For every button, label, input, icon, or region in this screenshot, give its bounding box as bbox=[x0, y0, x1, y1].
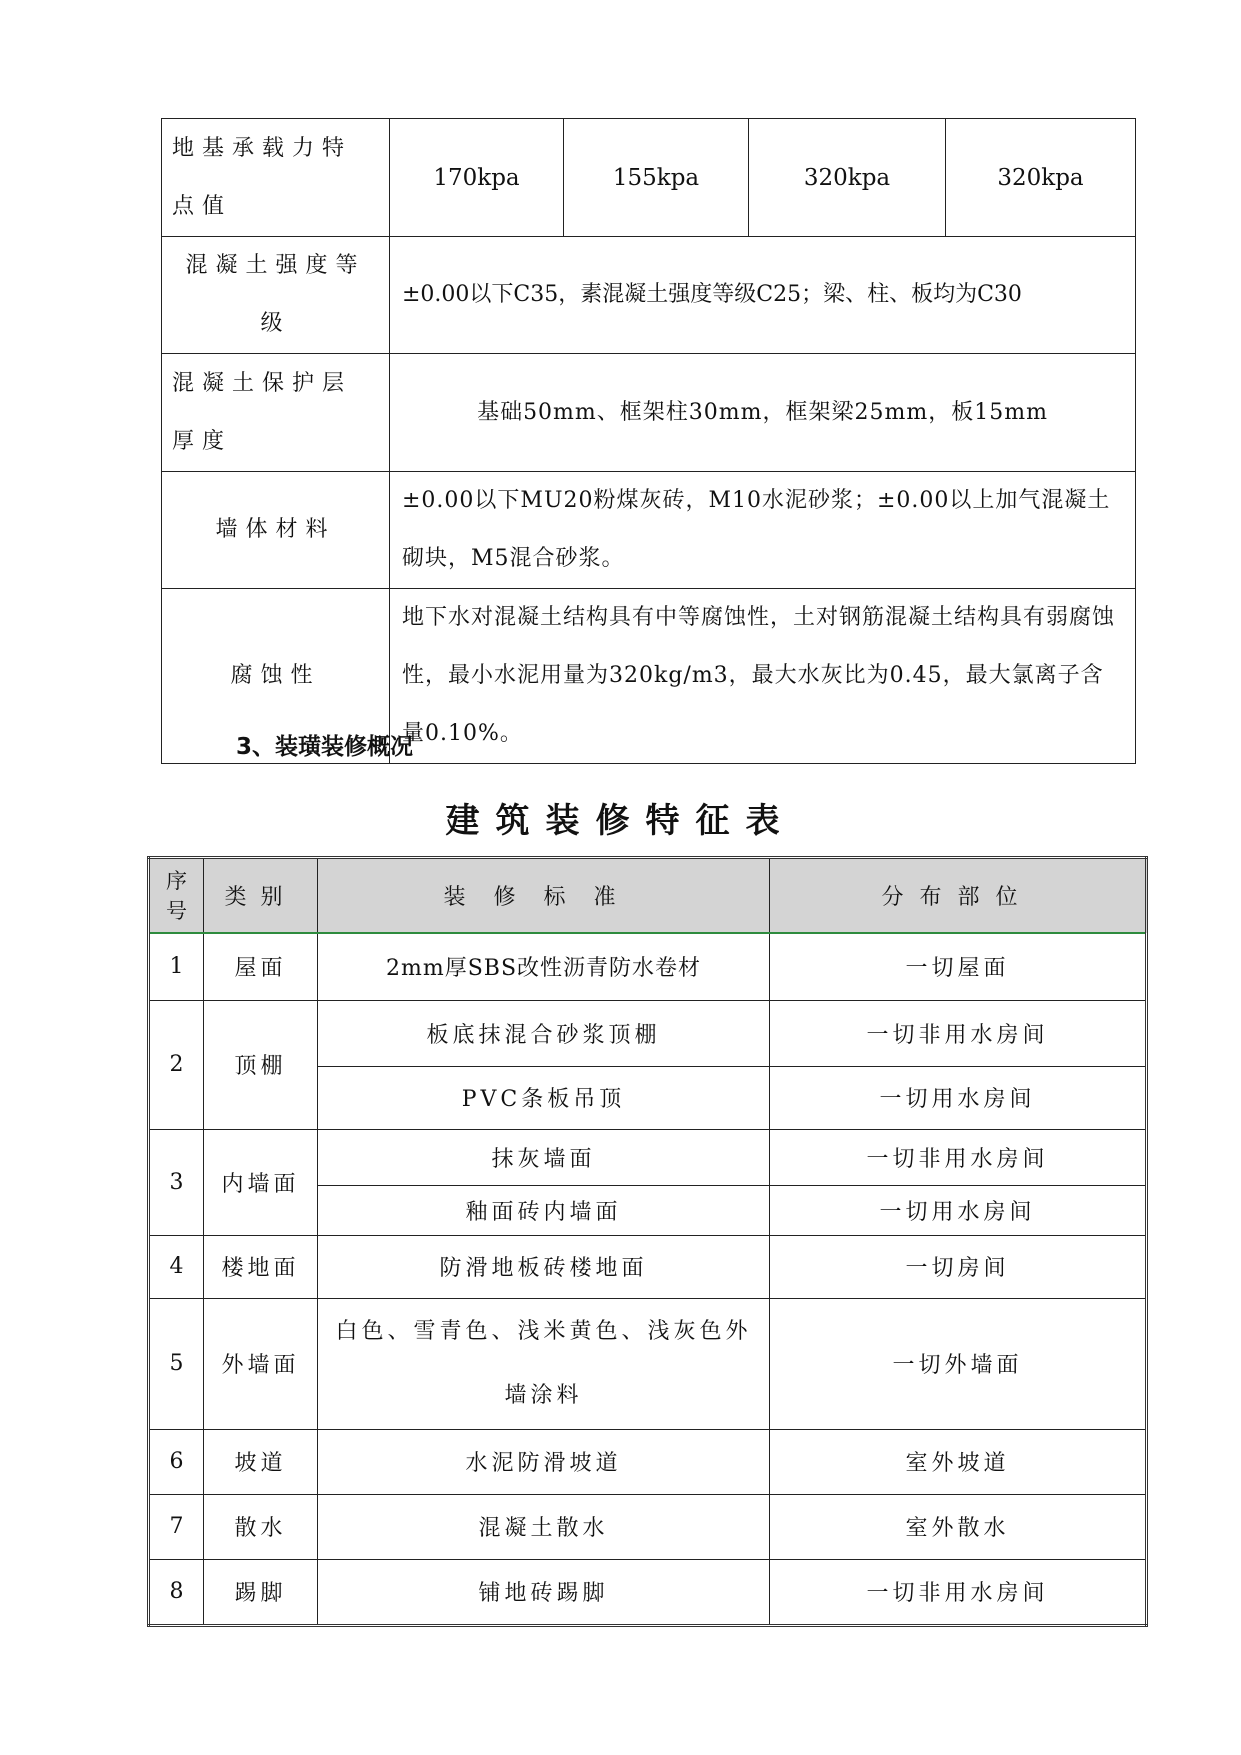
row-category: 楼地面 bbox=[204, 1235, 318, 1298]
row-standard: 釉面砖内墙面 bbox=[318, 1185, 770, 1235]
row-location: 一切房间 bbox=[770, 1235, 1147, 1298]
corrosion-value: 地下水对混凝土结构具有中等腐蚀性，土对钢筋混凝土结构具有弱腐蚀性，最小水泥用量为320kg/m3，最大水灰比为0.45，最大氯离子含量0.10%。 bbox=[390, 589, 1136, 764]
spec-row-wall-material bbox=[162, 472, 1136, 589]
header-location: 分布部位 bbox=[770, 858, 1147, 934]
spec-table bbox=[161, 118, 1136, 764]
row-category: 散水 bbox=[204, 1494, 318, 1559]
header-category: 类别 bbox=[204, 858, 318, 934]
row-category: 踢脚 bbox=[204, 1559, 318, 1625]
row-standard: 水泥防滑坡道 bbox=[318, 1429, 770, 1494]
row-standard: 2mm厚SBS改性沥青防水卷材 bbox=[318, 933, 770, 1000]
table-row bbox=[149, 1494, 1147, 1559]
row-location: 一切外墙面 bbox=[770, 1298, 1147, 1429]
row-standard: 防滑地板砖楼地面 bbox=[318, 1235, 770, 1298]
wall-material-value: ±0.00以下MU20粉煤灰砖，M10水泥砂浆；±0.00以上加气混凝土砌块，M5混合砂浆。 bbox=[390, 472, 1136, 589]
cover-label: 混凝土保护层厚度 bbox=[162, 354, 390, 472]
header-seq-text: 序 号 bbox=[166, 868, 187, 923]
row-number: 6 bbox=[149, 1429, 204, 1494]
row-standard: 铺地砖踢脚 bbox=[318, 1559, 770, 1625]
row-location: 一切用水房间 bbox=[770, 1066, 1147, 1129]
spec-row-concrete-grade bbox=[162, 237, 1136, 354]
bearing-label: 地基承载力特点值 bbox=[162, 119, 390, 237]
row-standard: PVC条板吊顶 bbox=[318, 1066, 770, 1129]
table-header-row bbox=[149, 858, 1147, 934]
row-standard: 板底抹混合砂浆顶棚 bbox=[318, 1000, 770, 1066]
row-standard: 白色、雪青色、浅米黄色、浅灰色外墙涂料 bbox=[318, 1298, 770, 1429]
row-number: 3 bbox=[149, 1129, 204, 1235]
wall-material-label: 墙体材料 bbox=[162, 472, 390, 589]
row-location: 一切非用水房间 bbox=[770, 1000, 1147, 1066]
section-heading: 3、装璜装修概况 bbox=[236, 734, 414, 760]
table-row bbox=[149, 1298, 1147, 1429]
bearing-value: 320kpa bbox=[946, 119, 1136, 237]
concrete-grade-value: ±0.00以下C35，素混凝土强度等级C25；梁、柱、板均为C30 bbox=[390, 237, 1136, 354]
row-number: 7 bbox=[149, 1494, 204, 1559]
row-standard: 混凝土散水 bbox=[318, 1494, 770, 1559]
cover-value: 基础50mm、框架柱30mm，框架梁25mm，板15mm bbox=[390, 354, 1136, 472]
row-category: 屋面 bbox=[204, 933, 318, 1000]
row-standard: 抹灰墙面 bbox=[318, 1129, 770, 1185]
row-number: 5 bbox=[149, 1298, 204, 1429]
table-row bbox=[149, 933, 1147, 1000]
header-standard: 装修标准 bbox=[318, 858, 770, 934]
corrosion-label: 腐蚀性 bbox=[162, 589, 390, 764]
row-number: 2 bbox=[149, 1000, 204, 1129]
table-row bbox=[149, 1129, 1147, 1185]
header-seq bbox=[149, 858, 204, 934]
row-number: 8 bbox=[149, 1559, 204, 1625]
row-location: 一切用水房间 bbox=[770, 1185, 1147, 1235]
row-category: 内墙面 bbox=[204, 1129, 318, 1235]
table-row bbox=[149, 1559, 1147, 1625]
table-title: 建筑装修特征表 bbox=[445, 801, 796, 841]
row-number: 4 bbox=[149, 1235, 204, 1298]
bearing-value: 170kpa bbox=[390, 119, 564, 237]
table-row bbox=[149, 1000, 1147, 1066]
row-location: 室外坡道 bbox=[770, 1429, 1147, 1494]
row-location: 一切屋面 bbox=[770, 933, 1147, 1000]
row-category: 坡道 bbox=[204, 1429, 318, 1494]
row-category: 外墙面 bbox=[204, 1298, 318, 1429]
row-location: 一切非用水房间 bbox=[770, 1129, 1147, 1185]
spec-row-bearing bbox=[162, 119, 1136, 237]
concrete-grade-label: 混凝土强度等级 bbox=[162, 237, 390, 354]
bearing-value: 155kpa bbox=[564, 119, 749, 237]
table-row bbox=[149, 1429, 1147, 1494]
row-location: 一切非用水房间 bbox=[770, 1559, 1147, 1625]
bearing-value: 320kpa bbox=[749, 119, 946, 237]
decoration-table bbox=[147, 856, 1148, 1627]
row-location: 室外散水 bbox=[770, 1494, 1147, 1559]
spec-row-cover bbox=[162, 354, 1136, 472]
row-number: 1 bbox=[149, 933, 204, 1000]
table-row bbox=[149, 1235, 1147, 1298]
row-category: 顶棚 bbox=[204, 1000, 318, 1129]
